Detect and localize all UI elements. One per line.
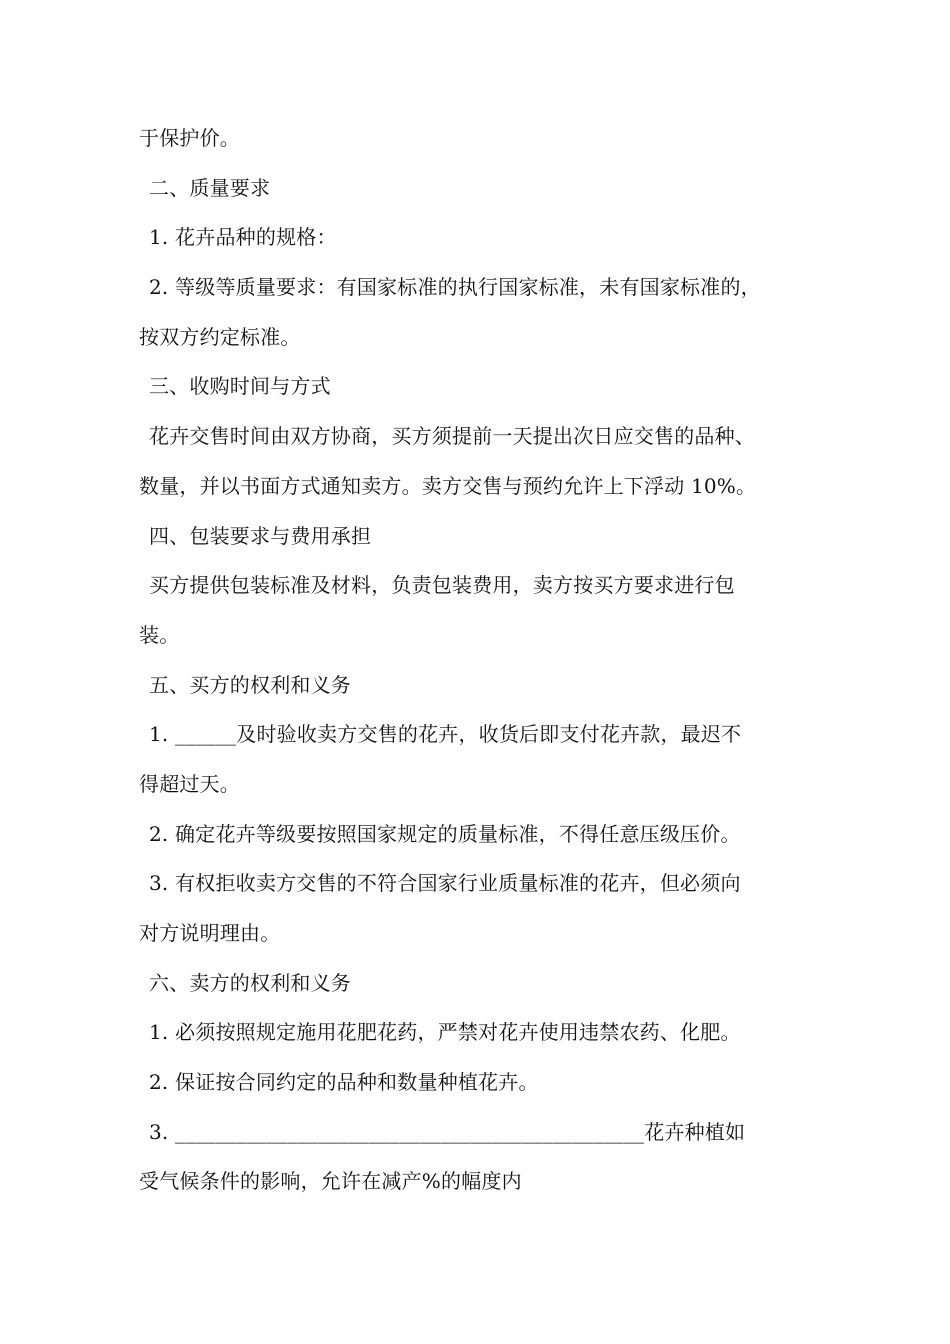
text-line: 1. ______及时验收卖方交售的花卉，收货后即支付花卉款，最迟不 [149, 722, 742, 747]
text-line: 对方说明理由。 [139, 921, 281, 945]
section-heading: 四、包装要求与费用承担 [149, 523, 372, 548]
text-line: 得超过天。 [139, 771, 240, 796]
text-line: 3. ______________________________________________花卉种植如 [149, 1119, 746, 1144]
text-line: 3. 有权拒收卖方交售的不符合国家行业质量标准的花卉，但必须向 [149, 871, 741, 896]
text-line: 受气候条件的影响，允许在减产%的幅度内 [139, 1169, 522, 1194]
section-heading: 三、收购时间与方式 [149, 374, 331, 399]
text-line: 1. 必须按照规定施用花肥花药，严禁对花卉使用违禁农药、化肥。 [149, 1020, 741, 1045]
text-line: 买方提供包装标准及材料，负责包装费用，卖方按买方要求进行包 [149, 573, 735, 598]
section-heading: 五、买方的权利和义务 [149, 672, 351, 697]
text-line: 2. 等级等质量要求：有国家标准的执行国家标准，未有国家标准的， [149, 275, 761, 300]
text-line: 数量，并以书面方式通知卖方。卖方交售与预约允许上下浮动 10%。 [139, 473, 757, 498]
text-line: 按双方约定标准。 [139, 324, 301, 349]
text-line: 2. 确定花卉等级要按照国家规定的质量标准，不得任意压级压价。 [149, 821, 741, 846]
section-heading: 六、卖方的权利和义务 [149, 970, 351, 995]
text-line: 于保护价。 [139, 126, 240, 150]
document-body [139, 114, 819, 1207]
text-line: 2. 保证按合同约定的品种和数量种植花卉。 [149, 1070, 539, 1095]
text-line: 1. 花卉品种的规格： [149, 225, 337, 250]
text-line: 花卉交售时间由双方协商，买方须提前一天提出次日应交售的品种、 [149, 424, 755, 449]
section-heading: 二、质量要求 [149, 175, 271, 200]
text-line: 装。 [139, 622, 180, 647]
